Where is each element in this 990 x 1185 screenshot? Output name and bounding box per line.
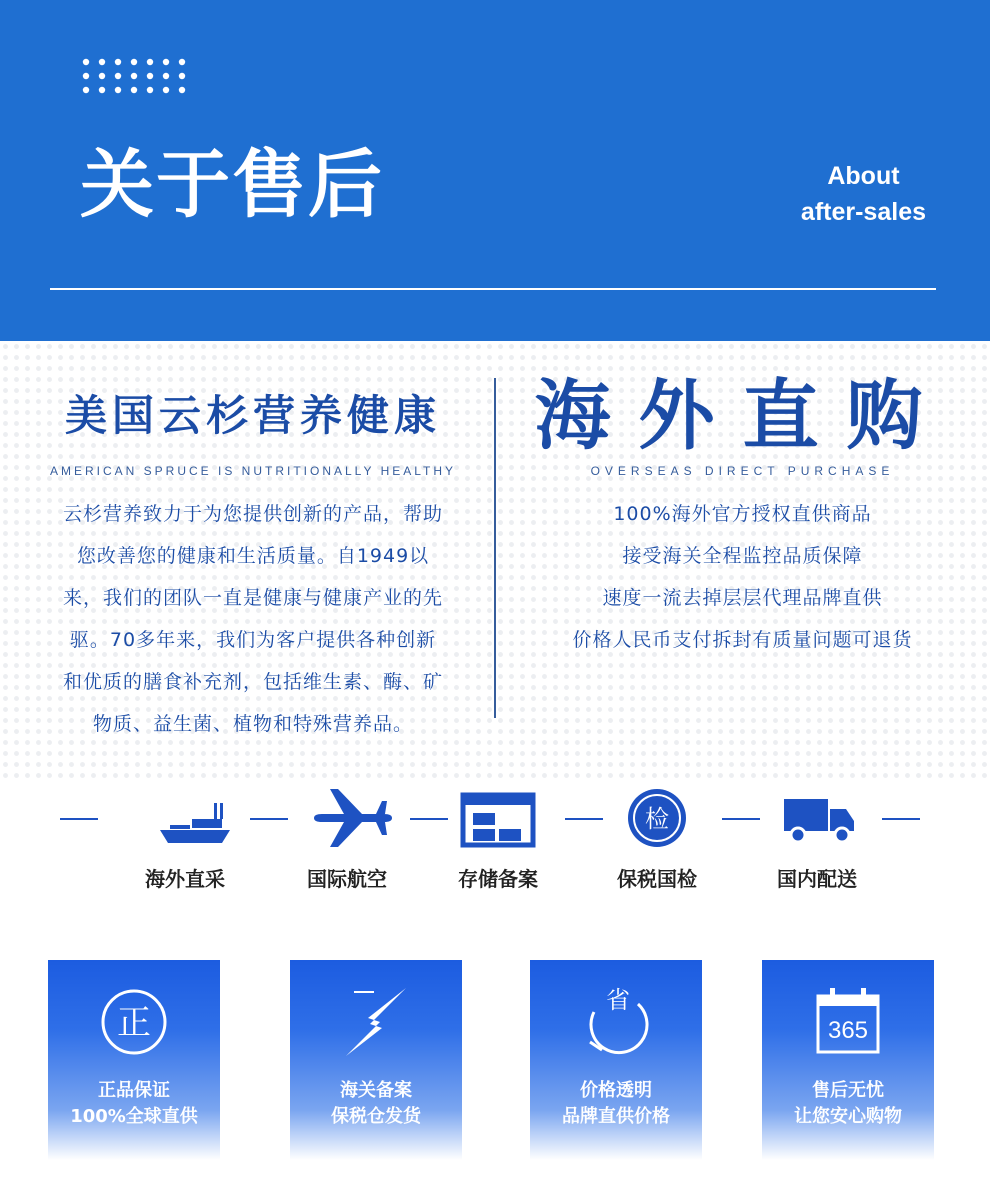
- step-domestic-delivery: [742, 785, 892, 893]
- feature-card-title: 售后无忧: [812, 1080, 884, 1101]
- savings-icon-text: 省: [606, 986, 630, 1014]
- feature-card-text: [762, 1078, 934, 1130]
- dots-decoration-icon: [82, 58, 192, 98]
- overseas-benefit-line: 价格人民币支付拆封有质量问题可退货: [572, 629, 913, 651]
- brand-description-line: 云杉营养致力于为您提供创新的产品，帮助: [62, 503, 443, 525]
- brand-description-line: 物质、益生菌、植物和特殊营养品。: [92, 713, 413, 735]
- step-label: 存储备案: [458, 867, 538, 891]
- feature-card-subtitle: 100%全球直供: [70, 1106, 198, 1127]
- overseas-benefit-line: 100%海外官方授权直供商品: [613, 503, 872, 525]
- feature-card-genuine: [48, 960, 220, 1160]
- page-title-english: [801, 158, 926, 230]
- brand-title: 美国云杉营养健康: [64, 391, 441, 440]
- feature-card-customs: [290, 960, 462, 1160]
- delivery-truck-icon: [762, 785, 872, 851]
- feature-card-text: [290, 1078, 462, 1130]
- feature-card-subtitle: 让您安心购物: [794, 1106, 902, 1127]
- brand-description-line: 驱。70多年来，我们为客户提供各种创新: [69, 629, 437, 651]
- step-bonded-inspection: [582, 785, 732, 893]
- brand-intro-column: [18, 375, 488, 745]
- lightning-icon: [336, 982, 416, 1062]
- overseas-benefit-line: 接受海关全程监控品质保障: [622, 545, 863, 567]
- brand-description-line: 和优质的膳食补充剂，包括维生素、酶、矿: [62, 671, 443, 693]
- genuine-seal-icon: [94, 982, 174, 1062]
- title-english-line-2: after-sales: [800, 198, 926, 226]
- step-international-air: [272, 785, 422, 893]
- airplane-icon: [292, 785, 402, 851]
- overseas-benefit-line: 速度一流去掉层层代理品牌直供: [602, 587, 883, 609]
- warehouse-icon: [443, 785, 553, 851]
- step-label: 国内配送: [777, 867, 857, 891]
- overseas-benefits: [515, 493, 970, 661]
- title-english-line-1: About: [827, 162, 900, 190]
- feature-card-subtitle: 品牌直供价格: [562, 1106, 670, 1127]
- ship-icon: [130, 785, 240, 851]
- overseas-purchase-column: [515, 371, 970, 661]
- brand-description-line: 来，我们的团队一直是健康与健康产业的先: [62, 587, 443, 609]
- feature-card-title: 正品保证: [98, 1080, 170, 1101]
- savings-icon: [576, 982, 656, 1062]
- inspection-seal-text: 检: [645, 805, 669, 833]
- header-banner: [0, 0, 990, 341]
- genuine-seal-text: 正: [117, 1003, 151, 1043]
- brand-description: [18, 493, 488, 745]
- process-steps: [0, 785, 990, 905]
- feature-card-title: 海关备案: [340, 1080, 412, 1101]
- overseas-subtitle: OVERSEAS DIRECT PURCHASE: [590, 464, 895, 478]
- feature-card-title: 价格透明: [580, 1080, 652, 1101]
- page-title: 关于售后: [80, 142, 384, 228]
- feature-card-text: [530, 1078, 702, 1130]
- calendar-icon: [808, 982, 888, 1062]
- step-label: 海外直采: [145, 867, 225, 891]
- step-label: 国际航空: [307, 867, 387, 891]
- feature-card-text: [48, 1078, 220, 1130]
- feature-card-subtitle: 保税仓发货: [331, 1106, 421, 1127]
- step-overseas-sourcing: [110, 785, 260, 893]
- header-divider: [50, 288, 936, 290]
- step-storage-filing: [423, 785, 573, 893]
- brand-subtitle: AMERICAN SPRUCE IS NUTRITIONALLY HEALTHY: [49, 464, 457, 478]
- overseas-title: 海外直购: [534, 371, 951, 460]
- feature-card-aftersales: [762, 960, 934, 1160]
- inspection-seal-icon: [602, 785, 712, 851]
- column-divider: [494, 378, 496, 718]
- step-label: 保税国检: [617, 867, 697, 891]
- feature-card-price: [530, 960, 702, 1160]
- brand-description-line: 您改善您的健康和生活质量。自1949以: [76, 545, 430, 567]
- calendar-icon-text: 365: [827, 1017, 869, 1044]
